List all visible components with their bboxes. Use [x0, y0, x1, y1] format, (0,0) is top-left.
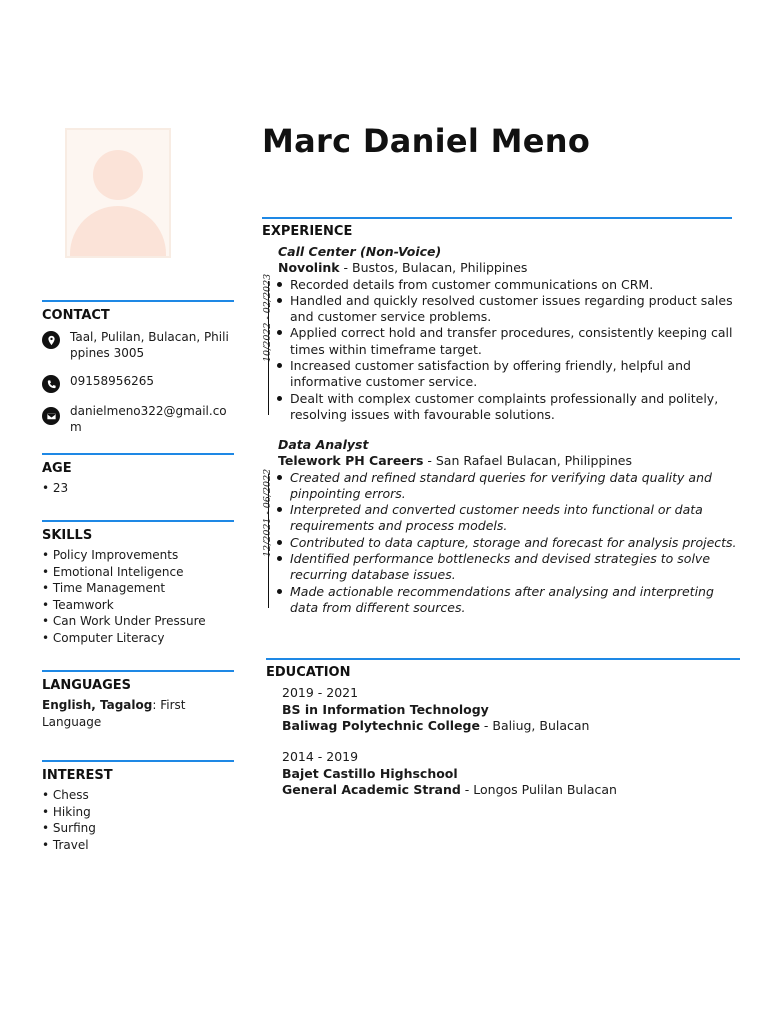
job-bullet: Created and refined standard queries for verifying data quality and pinpointing errors.: [290, 470, 738, 503]
skills-list: [42, 547, 234, 646]
education-school: Baliwag Polytechnic College: [282, 718, 480, 733]
age-list: [42, 480, 234, 497]
resume-name: Marc Daniel Meno: [262, 122, 591, 160]
job-bullet: Handled and quickly resolved customer issues regarding product sales and customer service problems.: [290, 293, 738, 326]
job-dates: 10/2022 - 02/2023: [262, 273, 273, 362]
experience-section: [262, 217, 732, 239]
job-bullet: Dealt with complex customer complaints professionally and politely, resolving issues with favourable solutions.: [290, 391, 738, 424]
education-entry: [282, 749, 617, 799]
contact-address-row: [42, 329, 234, 361]
location-icon: [42, 331, 60, 349]
section-divider: [42, 520, 234, 522]
skill-item: • Time Management: [42, 580, 234, 597]
job-bullets: [278, 470, 738, 617]
experience-heading: EXPERIENCE: [262, 224, 353, 239]
section-divider: [42, 300, 234, 302]
languages-heading: LANGUAGES: [42, 678, 132, 693]
education-location: - Baliug, Bulacan: [479, 718, 590, 733]
profile-photo-placeholder: [65, 128, 171, 258]
interest-heading: INTEREST: [42, 768, 113, 783]
job-location: - Bustos, Bulacan, Philippines: [339, 260, 528, 276]
age-section: [42, 453, 234, 497]
section-divider: [266, 658, 740, 660]
contact-email-row: [42, 403, 234, 435]
job-entry: [278, 244, 738, 423]
contact-email: danielmeno322@gmail.com: [70, 404, 227, 434]
job-bullet: Applied correct hold and transfer procedures, consistently keeping call times within timeframe target.: [290, 325, 738, 358]
age-value: • 23: [42, 480, 234, 497]
section-divider: [42, 453, 234, 455]
skill-item: • Teamwork: [42, 597, 234, 614]
contact-address: Taal, Pulilan, Bulacan, Philippines 3005: [70, 330, 229, 360]
education-location: - Longos Pulilan Bulacan: [460, 782, 617, 797]
education-degree: BS in Information Technology: [282, 701, 489, 717]
job-role: Call Center (Non-Voice): [278, 244, 442, 259]
job-role: Data Analyst: [278, 437, 369, 452]
skill-item: • Can Work Under Pressure: [42, 613, 234, 630]
education-school: General Academic Strand: [282, 782, 461, 797]
job-bullet: Identified performance bottlenecks and devised strategies to solve recurring database issues.: [290, 551, 738, 584]
job-company-line: [278, 260, 738, 276]
skills-heading: SKILLS: [42, 528, 93, 543]
section-divider: [262, 217, 732, 219]
skills-section: [42, 520, 234, 646]
education-years: 2014 - 2019: [282, 749, 359, 764]
job-bullet: Contributed to data capture, storage and forecast for analysis projects.: [290, 534, 737, 550]
section-divider: [42, 670, 234, 672]
job-company: Telework PH Careers: [278, 453, 424, 469]
interest-item: • Travel: [42, 837, 234, 854]
education-degree: Bajet Castillo Highschool: [282, 765, 458, 781]
education-section: [266, 658, 740, 680]
skill-item: • Policy Improvements: [42, 547, 234, 564]
education-heading: EDUCATION: [266, 665, 351, 680]
interest-section: [42, 760, 234, 853]
languages-names: English, Tagalog: [42, 698, 153, 712]
job-entry: [278, 437, 738, 616]
job-bullet: Increased customer satisfaction by offering friendly, helpful and informative customer service.: [290, 358, 738, 391]
interest-item: • Chess: [42, 787, 234, 804]
education-entry: [282, 685, 589, 735]
job-location: - San Rafael Bulacan, Philippines: [423, 453, 632, 469]
job-bullet: Made actionable recommendations after analysing and interpreting data from different sources.: [290, 584, 738, 617]
education-years: 2019 - 2021: [282, 685, 359, 700]
languages-section: [42, 670, 234, 730]
skill-item: • Emotional Inteligence: [42, 564, 234, 581]
interest-item: • Hiking: [42, 804, 234, 821]
avatar-body-shape: [70, 206, 166, 258]
email-icon: [42, 407, 60, 425]
job-bullet: Recorded details from customer communications on CRM.: [290, 277, 738, 293]
interest-list: [42, 787, 234, 853]
job-bullets: [278, 277, 738, 424]
languages-text: [42, 697, 234, 730]
age-heading: AGE: [42, 461, 72, 476]
contact-section: [42, 300, 234, 435]
phone-icon: [42, 375, 60, 393]
contact-heading: CONTACT: [42, 308, 110, 323]
contact-phone-row: [42, 373, 234, 393]
job-bullet: Interpreted and converted customer needs into functional or data requirements and process models.: [290, 502, 738, 535]
job-company-line: [278, 453, 738, 469]
job-company: Novolink: [278, 260, 340, 276]
interest-item: • Surfing: [42, 820, 234, 837]
section-divider: [42, 760, 234, 762]
avatar-head-shape: [93, 150, 143, 200]
job-dates: 12/2021 - 06/2022: [262, 468, 273, 557]
skill-item: • Computer Literacy: [42, 630, 234, 647]
contact-phone: 09158956265: [70, 374, 154, 388]
languages-level: : First Language: [42, 698, 186, 729]
